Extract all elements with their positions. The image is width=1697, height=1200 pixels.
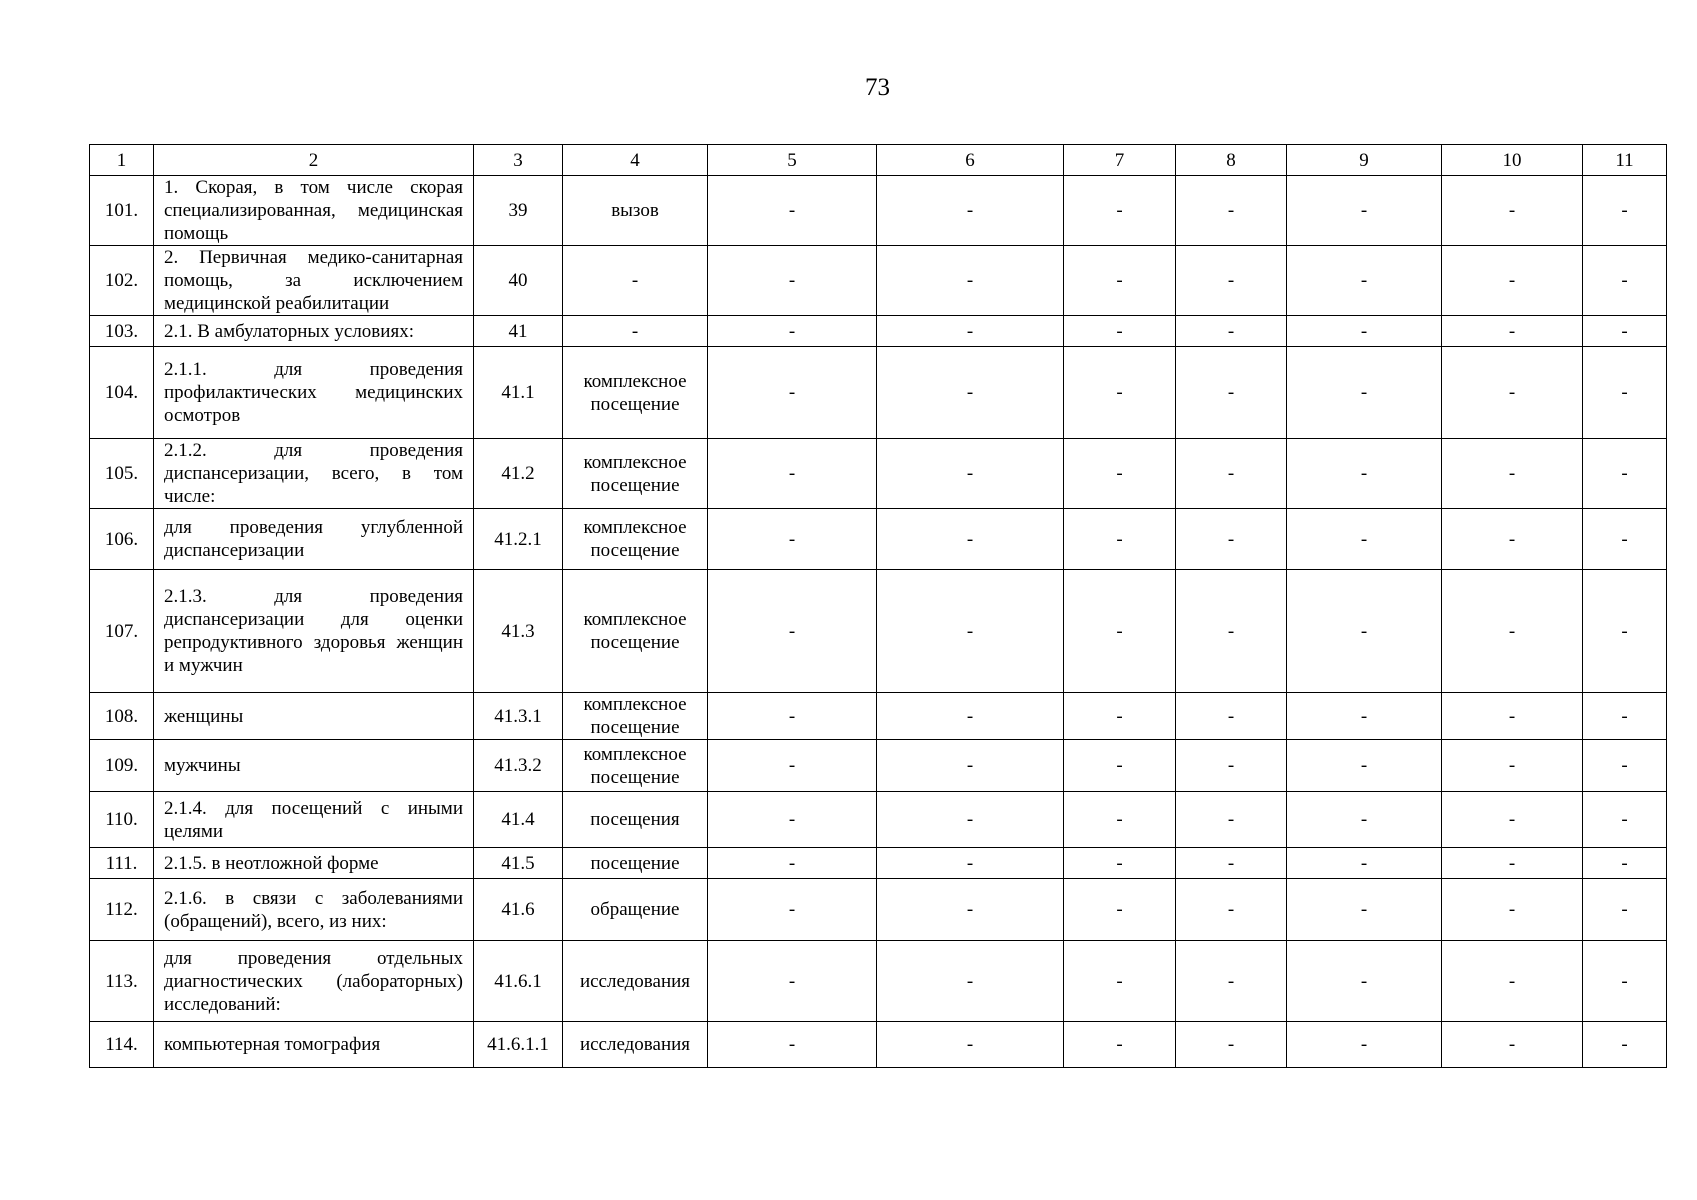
row-value-cell: - xyxy=(1583,316,1667,347)
row-number-cell: 108. xyxy=(90,693,154,740)
row-value-cell: - xyxy=(1583,509,1667,570)
row-value-cell: - xyxy=(1583,792,1667,848)
row-value-cell: - xyxy=(1442,740,1583,792)
row-name-cell: 2. Первичная медико-санитарная помощь, за исключением медицинской реабилитации xyxy=(154,246,474,316)
row-value-cell: - xyxy=(1442,176,1583,246)
row-value-cell: - xyxy=(1442,941,1583,1022)
row-value-cell: - xyxy=(1176,941,1287,1022)
column-header: 3 xyxy=(474,145,563,176)
row-code-cell: 41.6 xyxy=(474,879,563,941)
row-number-cell: 102. xyxy=(90,246,154,316)
row-value-cell: - xyxy=(1287,879,1442,941)
row-value-cell: - xyxy=(1583,246,1667,316)
row-value-cell: - xyxy=(1064,848,1176,879)
column-header: 11 xyxy=(1583,145,1667,176)
table-row xyxy=(90,848,1667,879)
row-value-cell: - xyxy=(1064,941,1176,1022)
row-value-cell: - xyxy=(1064,879,1176,941)
row-value-cell: - xyxy=(1287,693,1442,740)
row-name-cell: 2.1.1. для проведения профилактических медицинских осмотров xyxy=(154,347,474,439)
table-body xyxy=(90,176,1667,1068)
row-unit-cell: комплексное посещение xyxy=(563,693,708,740)
row-value-cell: - xyxy=(1583,439,1667,509)
row-value-cell: - xyxy=(1442,509,1583,570)
table-row xyxy=(90,740,1667,792)
row-value-cell: - xyxy=(1442,792,1583,848)
row-code-cell: 41 xyxy=(474,316,563,347)
row-value-cell: - xyxy=(1583,570,1667,693)
row-name-cell: 2.1. В амбулаторных условиях: xyxy=(154,316,474,347)
row-value-cell: - xyxy=(708,509,877,570)
row-value-cell: - xyxy=(1442,1022,1583,1068)
row-unit-cell: комплексное посещение xyxy=(563,509,708,570)
row-value-cell: - xyxy=(708,740,877,792)
row-value-cell: - xyxy=(1064,740,1176,792)
row-value-cell: - xyxy=(708,879,877,941)
column-header: 10 xyxy=(1442,145,1583,176)
row-value-cell: - xyxy=(877,246,1064,316)
row-unit-cell: - xyxy=(563,316,708,347)
row-code-cell: 41.2 xyxy=(474,439,563,509)
row-number-cell: 113. xyxy=(90,941,154,1022)
table-row xyxy=(90,176,1667,246)
row-value-cell: - xyxy=(708,848,877,879)
row-name-cell: 2.1.2. для проведения диспансеризации, всего, в том числе: xyxy=(154,439,474,509)
row-name-cell: 2.1.5. в неотложной форме xyxy=(154,848,474,879)
row-value-cell: - xyxy=(877,879,1064,941)
row-number-cell: 105. xyxy=(90,439,154,509)
row-value-cell: - xyxy=(877,347,1064,439)
column-header: 9 xyxy=(1287,145,1442,176)
header-row xyxy=(90,145,1667,176)
column-header: 7 xyxy=(1064,145,1176,176)
row-value-cell: - xyxy=(1442,316,1583,347)
row-value-cell: - xyxy=(1064,693,1176,740)
row-value-cell: - xyxy=(1176,792,1287,848)
row-number-cell: 101. xyxy=(90,176,154,246)
row-value-cell: - xyxy=(1064,176,1176,246)
row-value-cell: - xyxy=(1176,246,1287,316)
row-code-cell: 41.2.1 xyxy=(474,509,563,570)
row-value-cell: - xyxy=(1442,439,1583,509)
table-row xyxy=(90,693,1667,740)
row-unit-cell: комплексное посещение xyxy=(563,439,708,509)
row-code-cell: 41.6.1.1 xyxy=(474,1022,563,1068)
row-value-cell: - xyxy=(1176,439,1287,509)
row-value-cell: - xyxy=(1176,879,1287,941)
table-row xyxy=(90,509,1667,570)
row-number-cell: 109. xyxy=(90,740,154,792)
row-name-cell: для проведения отдельных диагностических (лабораторных) исследований: xyxy=(154,941,474,1022)
row-value-cell: - xyxy=(877,1022,1064,1068)
row-name-cell: 2.1.4. для посещений с иными целями xyxy=(154,792,474,848)
row-value-cell: - xyxy=(1287,941,1442,1022)
row-code-cell: 41.5 xyxy=(474,848,563,879)
table-row xyxy=(90,792,1667,848)
column-header: 8 xyxy=(1176,145,1287,176)
row-code-cell: 41.3.1 xyxy=(474,693,563,740)
row-code-cell: 41.6.1 xyxy=(474,941,563,1022)
row-value-cell: - xyxy=(1064,792,1176,848)
row-value-cell: - xyxy=(708,347,877,439)
row-value-cell: - xyxy=(1287,439,1442,509)
row-name-cell: 1. Скорая, в том числе скорая специализированная, медицинская помощь xyxy=(154,176,474,246)
row-value-cell: - xyxy=(1176,316,1287,347)
row-value-cell: - xyxy=(1287,246,1442,316)
column-header: 1 xyxy=(90,145,154,176)
row-number-cell: 110. xyxy=(90,792,154,848)
table-row xyxy=(90,246,1667,316)
row-number-cell: 112. xyxy=(90,879,154,941)
table-row xyxy=(90,941,1667,1022)
row-code-cell: 40 xyxy=(474,246,563,316)
row-value-cell: - xyxy=(708,941,877,1022)
row-value-cell: - xyxy=(708,176,877,246)
row-value-cell: - xyxy=(1583,347,1667,439)
row-name-cell: женщины xyxy=(154,693,474,740)
row-value-cell: - xyxy=(1064,509,1176,570)
row-number-cell: 111. xyxy=(90,848,154,879)
row-value-cell: - xyxy=(1583,879,1667,941)
table-row xyxy=(90,1022,1667,1068)
row-value-cell: - xyxy=(1064,316,1176,347)
row-value-cell: - xyxy=(1583,1022,1667,1068)
column-header: 2 xyxy=(154,145,474,176)
row-number-cell: 114. xyxy=(90,1022,154,1068)
row-value-cell: - xyxy=(1064,570,1176,693)
row-value-cell: - xyxy=(1287,509,1442,570)
column-header: 4 xyxy=(563,145,708,176)
row-value-cell: - xyxy=(1176,693,1287,740)
row-value-cell: - xyxy=(1583,693,1667,740)
row-unit-cell: комплексное посещение xyxy=(563,570,708,693)
row-value-cell: - xyxy=(1442,347,1583,439)
row-unit-cell: посещения xyxy=(563,792,708,848)
row-value-cell: - xyxy=(1442,693,1583,740)
row-number-cell: 107. xyxy=(90,570,154,693)
row-name-cell: 2.1.3. для проведения диспансеризации для оценки репродуктивного здоровья женщин и мужчин xyxy=(154,570,474,693)
row-value-cell: - xyxy=(877,848,1064,879)
row-number-cell: 104. xyxy=(90,347,154,439)
row-value-cell: - xyxy=(1442,848,1583,879)
row-value-cell: - xyxy=(1287,316,1442,347)
row-value-cell: - xyxy=(1287,570,1442,693)
row-value-cell: - xyxy=(1583,740,1667,792)
row-value-cell: - xyxy=(877,570,1064,693)
row-value-cell: - xyxy=(877,439,1064,509)
row-value-cell: - xyxy=(1176,740,1287,792)
row-name-cell: 2.1.6. в связи с заболеваниями (обращений), всего, из них: xyxy=(154,879,474,941)
row-unit-cell: вызов xyxy=(563,176,708,246)
row-value-cell: - xyxy=(1287,792,1442,848)
column-header: 6 xyxy=(877,145,1064,176)
table-row xyxy=(90,439,1667,509)
row-value-cell: - xyxy=(877,176,1064,246)
row-unit-cell: исследования xyxy=(563,941,708,1022)
row-value-cell: - xyxy=(1442,246,1583,316)
row-value-cell: - xyxy=(1176,509,1287,570)
row-unit-cell: исследования xyxy=(563,1022,708,1068)
row-number-cell: 103. xyxy=(90,316,154,347)
row-value-cell: - xyxy=(708,1022,877,1068)
table-header xyxy=(90,145,1667,176)
row-value-cell: - xyxy=(877,941,1064,1022)
row-value-cell: - xyxy=(1064,246,1176,316)
row-value-cell: - xyxy=(708,246,877,316)
row-value-cell: - xyxy=(1287,1022,1442,1068)
row-value-cell: - xyxy=(1176,1022,1287,1068)
row-value-cell: - xyxy=(877,316,1064,347)
row-value-cell: - xyxy=(1583,848,1667,879)
row-value-cell: - xyxy=(1442,570,1583,693)
row-code-cell: 39 xyxy=(474,176,563,246)
row-value-cell: - xyxy=(1442,879,1583,941)
row-value-cell: - xyxy=(877,740,1064,792)
row-name-cell: компьютерная томография xyxy=(154,1022,474,1068)
row-value-cell: - xyxy=(1064,1022,1176,1068)
row-unit-cell: комплексное посещение xyxy=(563,347,708,439)
row-value-cell: - xyxy=(877,509,1064,570)
row-name-cell: для проведения углубленной диспансеризации xyxy=(154,509,474,570)
row-value-cell: - xyxy=(1176,848,1287,879)
row-value-cell: - xyxy=(708,693,877,740)
row-value-cell: - xyxy=(877,792,1064,848)
row-code-cell: 41.3 xyxy=(474,570,563,693)
row-code-cell: 41.4 xyxy=(474,792,563,848)
row-value-cell: - xyxy=(1583,176,1667,246)
table-row xyxy=(90,879,1667,941)
row-unit-cell: обращение xyxy=(563,879,708,941)
row-code-cell: 41.1 xyxy=(474,347,563,439)
table-row xyxy=(90,316,1667,347)
row-value-cell: - xyxy=(1176,347,1287,439)
row-code-cell: 41.3.2 xyxy=(474,740,563,792)
row-value-cell: - xyxy=(708,792,877,848)
row-value-cell: - xyxy=(708,439,877,509)
row-value-cell: - xyxy=(1583,941,1667,1022)
row-value-cell: - xyxy=(708,570,877,693)
row-value-cell: - xyxy=(1064,439,1176,509)
row-value-cell: - xyxy=(1064,347,1176,439)
row-unit-cell: - xyxy=(563,246,708,316)
table-row xyxy=(90,570,1667,693)
row-value-cell: - xyxy=(708,316,877,347)
row-value-cell: - xyxy=(1176,570,1287,693)
row-number-cell: 106. xyxy=(90,509,154,570)
data-table xyxy=(89,144,1667,1068)
row-name-cell: мужчины xyxy=(154,740,474,792)
row-value-cell: - xyxy=(1287,848,1442,879)
row-value-cell: - xyxy=(877,693,1064,740)
row-value-cell: - xyxy=(1287,347,1442,439)
row-value-cell: - xyxy=(1287,176,1442,246)
row-unit-cell: комплексное посещение xyxy=(563,740,708,792)
row-value-cell: - xyxy=(1287,740,1442,792)
page-number: 73 xyxy=(865,74,890,101)
row-unit-cell: посещение xyxy=(563,848,708,879)
table-row xyxy=(90,347,1667,439)
column-header: 5 xyxy=(708,145,877,176)
row-value-cell: - xyxy=(1176,176,1287,246)
